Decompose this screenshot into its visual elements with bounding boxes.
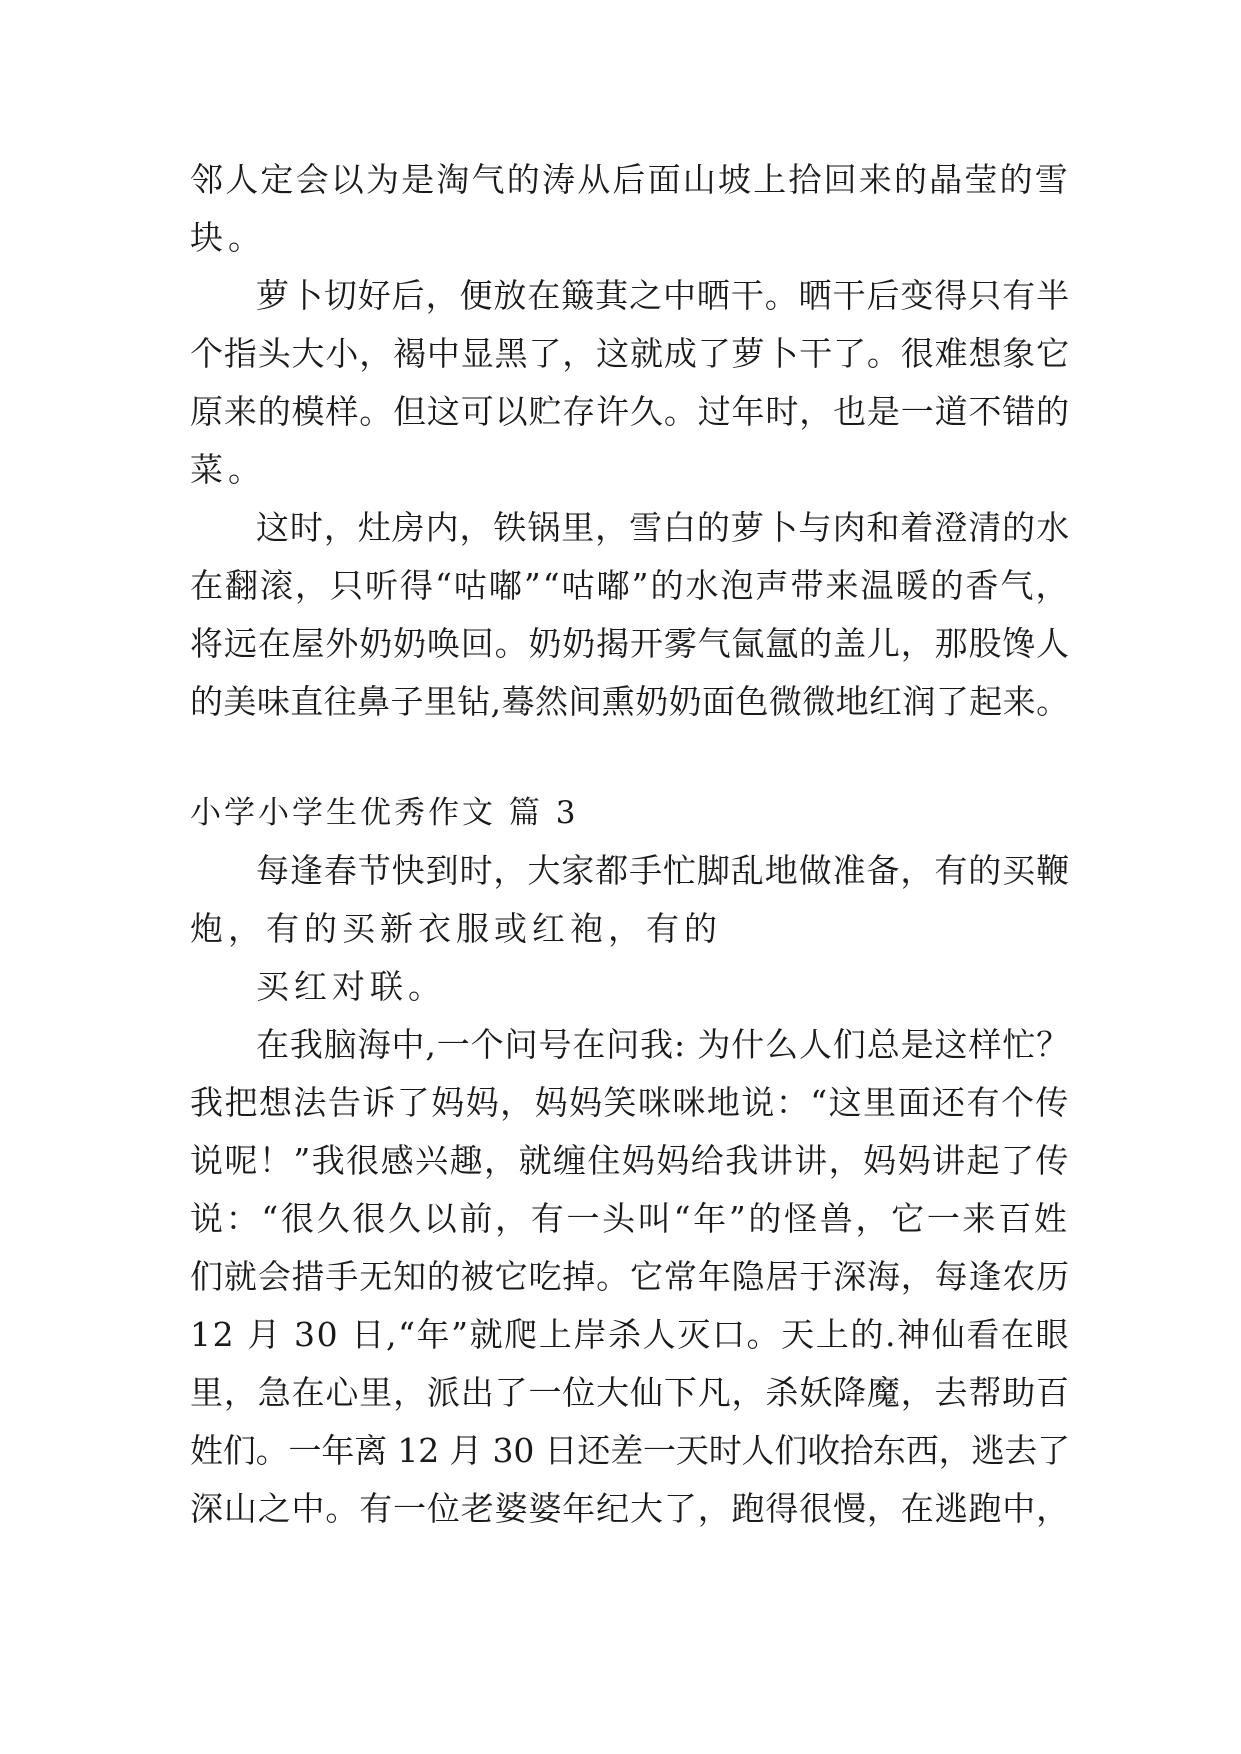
paragraph-line: 炮，有的买新衣服或红袍，有的 xyxy=(190,909,722,948)
paragraph-line: 在我脑海中,一个问号在问我: 为什么人们总是这样忙？ xyxy=(256,1025,1071,1064)
paragraph-line: 原来的模样。但这可以贮存许久。过年时，也是一道不错的 xyxy=(190,392,1070,431)
paragraph-line: 买红对联。 xyxy=(256,967,446,1006)
paragraph-line: 说呢！”我很感兴趣，就缠住妈妈给我讲讲，妈妈讲起了传 xyxy=(190,1141,1070,1180)
paragraph-line: 块。 xyxy=(190,218,266,257)
paragraph-line: 深山之中。有一位老婆婆年纪大了，跑得很慢，在逃跑中， xyxy=(190,1489,1070,1528)
paragraph-line: 这时，灶房内，铁锅里，雪白的萝卜与肉和着澄清的水 xyxy=(256,508,1070,547)
paragraph-line: 12 月 30 日,“年”就爬上岸杀人灭口。天上的.神仙看在眼 xyxy=(190,1315,1071,1354)
paragraph-line: 里，急在心里，派出了一位大仙下凡，杀妖降魔，去帮助百 xyxy=(190,1373,1070,1412)
paragraph-line: 的美味直往鼻子里钻,蓦然间熏奶奶面色微微地红润了起来。 xyxy=(190,682,1070,721)
paragraph-line: 在翻滚，只听得“咕嘟”“咕嘟”的水泡声带来温暖的香气， xyxy=(190,566,1071,605)
paragraph-line: 萝卜切好后，便放在簸萁之中晒干。晒干后变得只有半 xyxy=(256,276,1070,315)
section-heading: 小学小学生优秀作文 篇 3 xyxy=(190,795,579,831)
paragraph-line: 邻人定会以为是淘气的涛从后面山坡上拾回来的晶莹的雪 xyxy=(190,160,1070,199)
paragraph-line: 说：“很久很久以前，有一头叫“年”的怪兽，它一来百姓 xyxy=(190,1199,1070,1238)
paragraph-line: 菜。 xyxy=(190,450,266,489)
paragraph-line: 们就会措手无知的被它吃掉。它常年隐居于深海，每逢农历 xyxy=(190,1257,1070,1296)
paragraph-line: 姓们。一年离 12 月 30 日还差一天时人们收拾东西，逃去了 xyxy=(190,1431,1070,1470)
paragraph-line: 我把想法告诉了妈妈，妈妈笑咪咪地说：“这里面还有个传 xyxy=(190,1083,1070,1122)
paragraph-line: 将远在屋外奶奶唤回。奶奶揭开雾气氤氲的盖儿，那股馋人 xyxy=(190,624,1070,663)
paragraph-line: 个指头大小，褐中显黑了，这就成了萝卜干了。很难想象它 xyxy=(190,334,1070,373)
paragraph-line: 每逢春节快到时，大家都手忙脚乱地做准备，有的买鞭 xyxy=(256,851,1070,890)
